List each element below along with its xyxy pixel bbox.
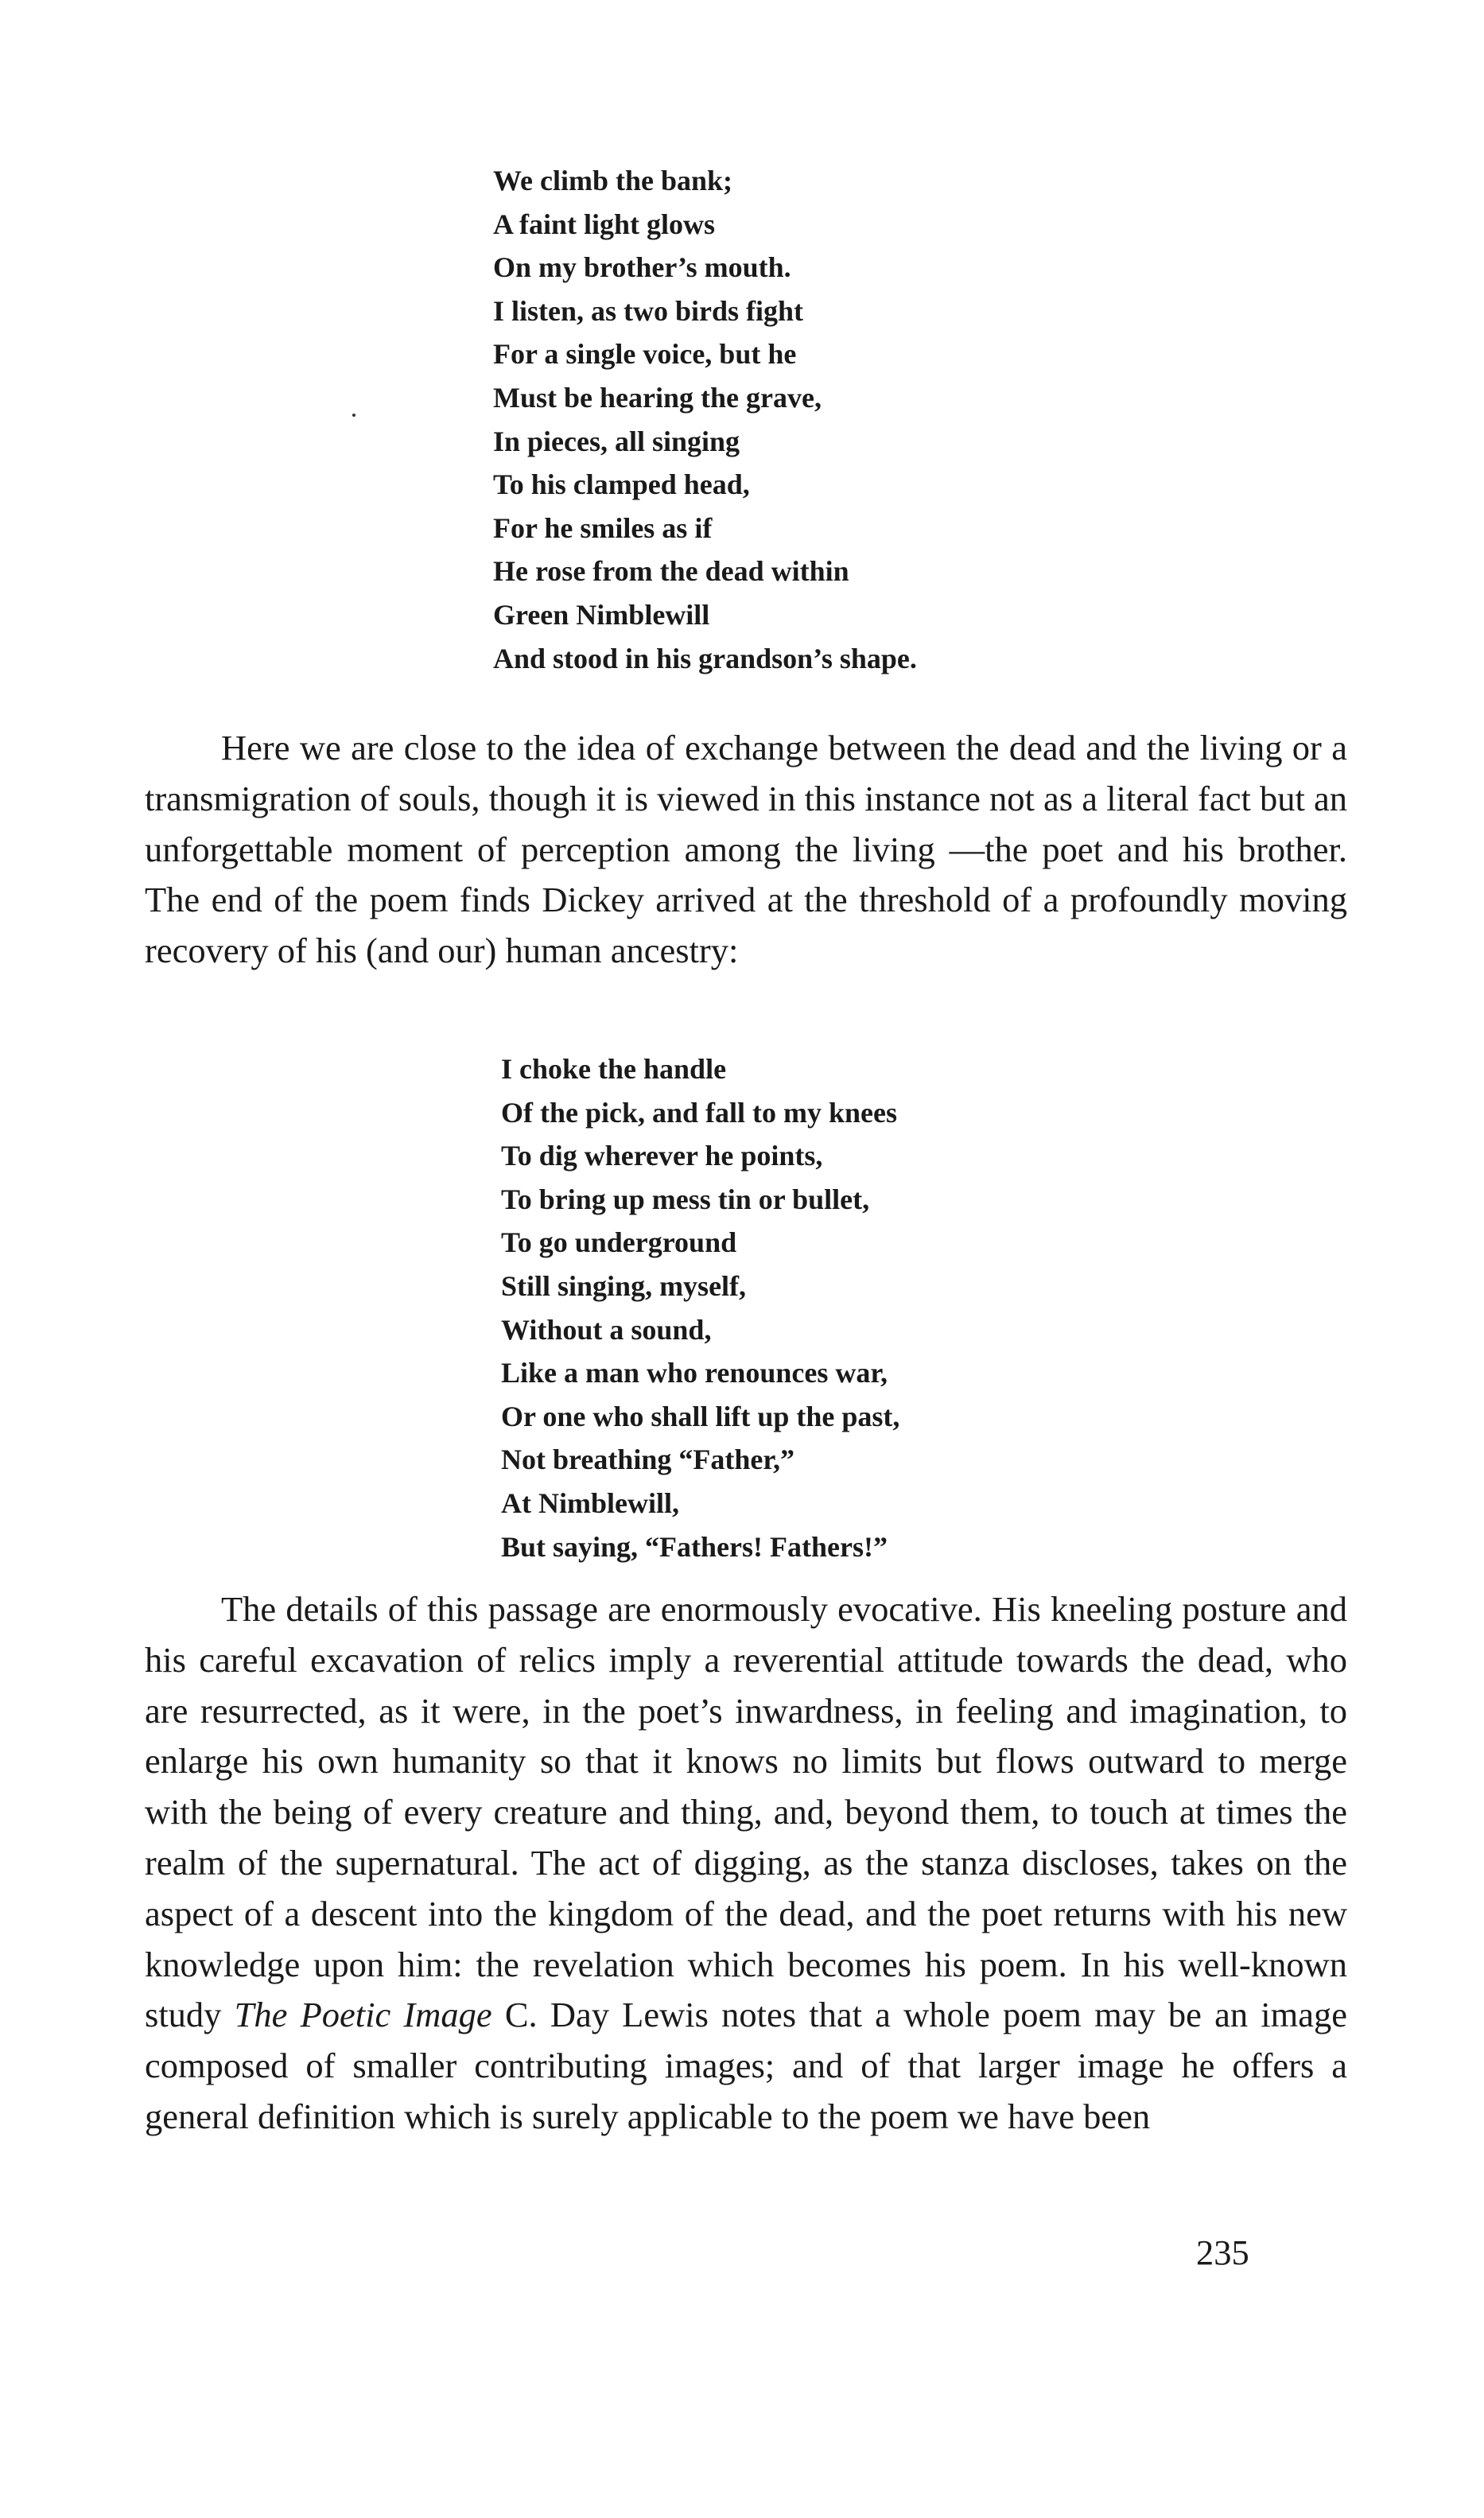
verse-line: We climb the bank;: [493, 165, 733, 196]
verse-line: I choke the handle: [501, 1053, 727, 1085]
verse-line: A faint light glows: [493, 208, 716, 240]
verse-line: Of the pick, and fall to my knees: [501, 1096, 898, 1129]
verse-line: I listen, as two birds fight: [493, 294, 804, 327]
verse-line: For a single voice, but he: [493, 338, 797, 371]
body-paragraph-1: Here we are close to the idea of exchange between the dead and the living or a transmigration of souls, though it is viewed in this instance not as a literal fact but an unforgettable moment of perception among the living —the poet and his brother. The end of the poem finds Dickey arrived at the threshold of a profoundly moving recovery of his (and our) human ancestry:: [145, 728, 1347, 971]
verse-line: Like a man who renounces war,: [501, 1357, 888, 1389]
verse-line: To dig wherever he points,: [501, 1140, 823, 1172]
verse-line: In pieces, all singing: [493, 425, 740, 457]
verse-line: And stood in his grandson’s shape.: [493, 642, 917, 674]
verse-line: At Nimblewill,: [501, 1486, 679, 1519]
body-paragraph-2: [145, 1584, 1347, 2143]
verse-line: Not breathing “Father,”: [501, 1444, 794, 1476]
verse-line: Must be hearing the grave,: [493, 381, 822, 414]
paragraph-text: C. Day Lewis notes that a whole poem may be an image composed of smaller contributing images; and of that larger image he offers a general definition which is surely applicable to the poem we have been: [145, 1995, 1348, 2136]
verse-line: To his clamped head,: [493, 468, 750, 501]
verse-line: To bring up mess tin or bullet,: [501, 1183, 870, 1215]
verse-line: Still singing, myself,: [501, 1269, 747, 1302]
verse-line: For he smiles as if: [493, 511, 713, 544]
paragraph-text: The details of this passage are enormously evocative. His kneeling posture and his careful excavation of relics imply a reverential attitude towards the dead, who are resurrected, as it were, in the poet’s inwardness, in feeling and imagination, to enlarge his own humanity so that it knows no limits but flows outward to merge with the being of every creature and thing, and, beyond them, to touch at times the realm of the supernatural. The act of digging, as the stanza discloses, takes on the aspect of a descent into the kingdom of the dead, and the poet returns with his new knowledge upon him: the revelation which becomes his poem. In his well-known study: [145, 1589, 1347, 2035]
verse-block-2: [501, 1047, 899, 1568]
verse-line: To go underground: [501, 1226, 737, 1259]
verse-line: Green Nimblewill: [493, 598, 710, 631]
verse-block-1: [493, 159, 917, 680]
stray-ink-dot: [352, 414, 355, 417]
verse-line: He rose from the dead within: [493, 555, 849, 588]
verse-line: Or one who shall lift up the past,: [501, 1400, 900, 1432]
book-title: The Poetic Image: [234, 1995, 492, 2035]
page-number: 235: [1196, 2232, 1249, 2272]
verse-line: On my brother’s mouth.: [493, 251, 791, 284]
verse-line: But saying, “Fathers! Fathers!”: [501, 1530, 888, 1563]
verse-line: Without a sound,: [501, 1313, 712, 1346]
